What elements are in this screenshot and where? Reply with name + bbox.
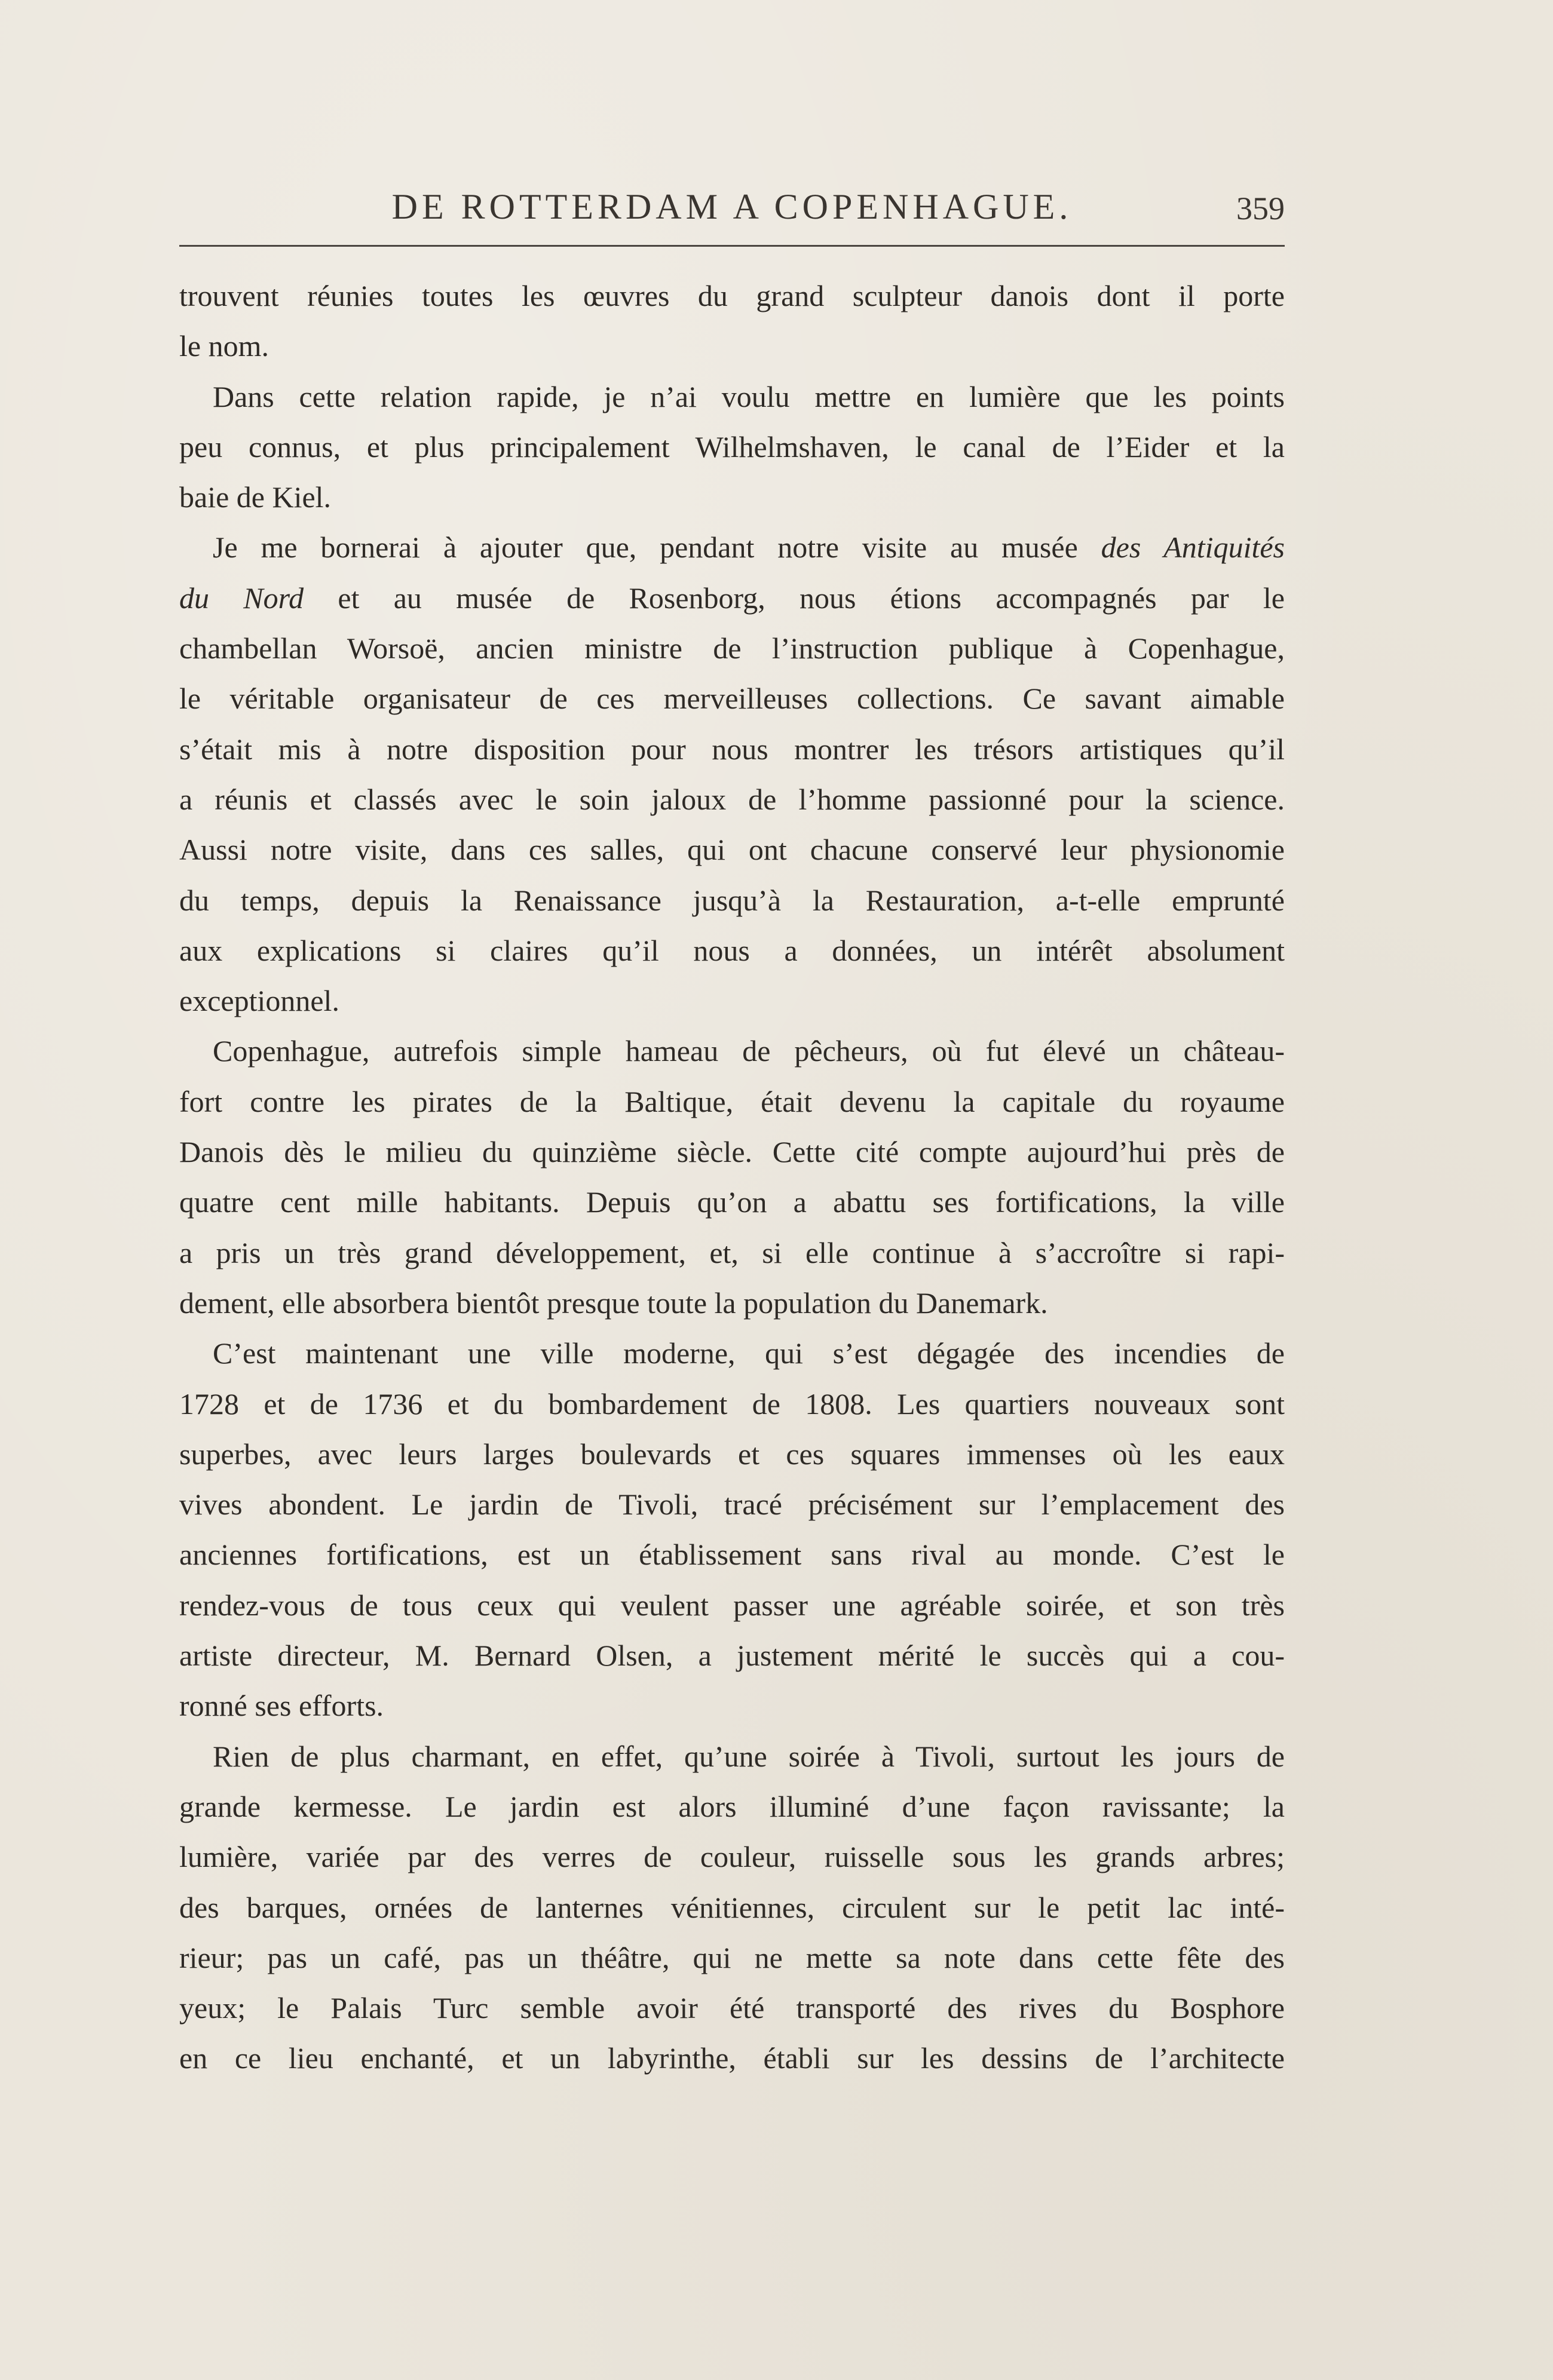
text-line: [179, 1983, 1285, 2033]
text-line: [179, 1731, 1285, 1781]
text-line: [179, 1177, 1285, 1227]
text-line: [179, 1832, 1285, 1882]
text-span: rendez-vous de tous ceux qui veulent passer une agréable soirée, et son très: [179, 1588, 1285, 1622]
text-span: artiste directeur, M. Bernard Olsen, a justement mérité le succès qui a cou-: [179, 1639, 1285, 1673]
text-span: 1728 et de 1736 et du bombardement de 1808. Les quartiers nouveaux sont: [179, 1387, 1285, 1421]
text-span: anciennes fortifications, est un établissement sans rival au monde. C’est le: [179, 1538, 1285, 1572]
page-header: [179, 179, 1285, 239]
text-span: s’était mis à notre disposition pour nous montrer les trésors artistiques qu’il: [179, 732, 1285, 766]
text-line: [179, 1680, 1285, 1731]
text-line: [179, 422, 1285, 472]
text-span: du temps, depuis la Renaissance jusqu’à la Restauration, a-t-elle emprunté: [179, 883, 1285, 917]
text-span: superbes, avec leurs larges boulevards et ces squares immenses où les eaux: [179, 1437, 1285, 1471]
text-span: vives abondent. Le jardin de Tivoli, tracé précisément sur l’emplacement des: [179, 1488, 1285, 1522]
text-line: [179, 1882, 1285, 1933]
text-line: [179, 573, 1285, 623]
text-line: [179, 1328, 1285, 1378]
text-span: Copenhague, autrefois simple hameau de pêcheurs, où fut élevé un château-: [213, 1034, 1285, 1068]
text-span: Dans cette relation rapide, je n’ai voulu mettre en lumière que les points: [213, 379, 1285, 413]
text-line: [179, 372, 1285, 422]
text-line: [179, 1529, 1285, 1579]
text-span: rieur; pas un café, pas un théâtre, qui ne mette sa note dans cette fête des: [179, 1940, 1285, 1974]
text-span: des barques, ornées de lanternes vénitiennes, circulent sur le petit lac inté-: [179, 1890, 1285, 1924]
text-line: [179, 774, 1285, 824]
text-span: exceptionnel.: [179, 984, 339, 1018]
text-line: [179, 976, 1285, 1026]
text-line: [179, 824, 1285, 875]
text-span: a réunis et classés avec le soin jaloux de l’homme passionné pour la science.: [179, 782, 1285, 816]
text-line: [179, 2033, 1285, 2083]
text-span: Aussi notre visite, dans ces salles, qui ont chacune conservé leur physionomie: [179, 833, 1285, 867]
page-number: 359: [1236, 191, 1285, 226]
text-span: lumière, variée par des verres de couleur, ruisselle sous les grands arbres;: [179, 1840, 1285, 1874]
text-line: [179, 1228, 1285, 1278]
text-span: le véritable organisateur de ces merveilleuses collections. Ce savant aimable: [179, 682, 1285, 716]
text-line: [179, 724, 1285, 774]
text-line: [179, 1781, 1285, 1832]
text-span: chambellan Worsoë, ancien ministre de l’instruction publique à Copenhague,: [179, 631, 1285, 665]
text-span: C’est maintenant une ville moderne, qui s’est dégagée des incendies de: [213, 1336, 1285, 1370]
italic-text: des Antiquités: [1101, 530, 1285, 565]
text-span: a pris un très grand développement, et, si elle continue à s’accroître si rapi-: [179, 1235, 1285, 1269]
text-span: ronné ses efforts.: [179, 1689, 384, 1723]
text-span: en ce lieu enchanté, et un labyrinthe, établi sur les dessins de l’architecte: [179, 2041, 1285, 2075]
text-span: le nom.: [179, 329, 269, 363]
text-line: [179, 1933, 1285, 1983]
text-line: [179, 1429, 1285, 1479]
text-line: [179, 271, 1285, 321]
text-span: grande kermesse. Le jardin est alors illuminé d’une façon ravissante; la: [179, 1789, 1285, 1823]
text-line: [179, 1580, 1285, 1630]
text-span: aux explications si claires qu’il nous a données, un intérêt absolument: [179, 933, 1285, 967]
text-span: quatre cent mille habitants. Depuis qu’on a abattu ses fortifications, la ville: [179, 1185, 1285, 1219]
text-line: [179, 1630, 1285, 1680]
text-line: [179, 1026, 1285, 1076]
text-line: [179, 875, 1285, 925]
text-line: [179, 1479, 1285, 1529]
text-span: Je me bornerai à ajouter que, pendant notre visite au musée: [213, 530, 1101, 565]
text-span: baie de Kiel.: [179, 480, 332, 514]
text-line: [179, 472, 1285, 522]
text-span: dement, elle absorbera bientôt presque toute la population du Danemark.: [179, 1286, 1048, 1320]
text-line: [179, 1278, 1285, 1328]
text-line: [179, 321, 1285, 371]
text-line: [179, 623, 1285, 673]
text-line: [179, 1127, 1285, 1177]
text-span: Rien de plus charmant, en effet, qu’une soirée à Tivoli, surtout les jours de: [213, 1739, 1285, 1773]
text-line: [179, 1379, 1285, 1429]
italic-text: du Nord: [179, 581, 304, 615]
text-span: trouvent réunies toutes les œuvres du grand sculpteur danois dont il porte: [179, 279, 1285, 312]
body-text: [179, 271, 1285, 2084]
text-line: [179, 673, 1285, 723]
text-span: peu connus, et plus principalement Wilhelmshaven, le canal de l’Eider et la: [179, 430, 1285, 464]
text-line: [179, 522, 1285, 572]
text-span: yeux; le Palais Turc semble avoir été transporté des rives du Bosphore: [179, 1991, 1285, 2025]
text-line: [179, 1076, 1285, 1127]
text-span: et au musée de Rosenborg, nous étions accompagnés par le: [304, 581, 1285, 615]
header-rule: [179, 245, 1285, 247]
text-span: Danois dès le milieu du quinzième siècle. Cette cité compte aujourd’hui près de: [179, 1135, 1285, 1169]
text-line: [179, 925, 1285, 976]
running-title: DE ROTTERDAM A COPENHAGUE.: [391, 187, 1073, 226]
text-span: fort contre les pirates de la Baltique, était devenu la capitale du royaume: [179, 1084, 1285, 1118]
